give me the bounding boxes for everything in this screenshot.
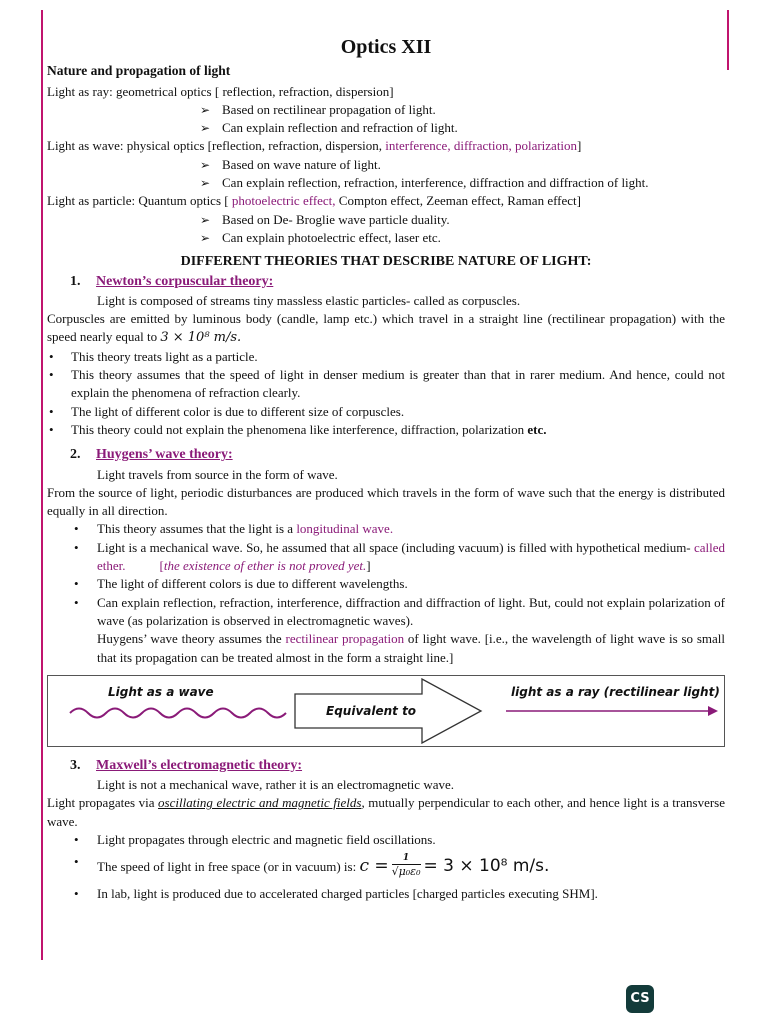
list-item: • In lab, light is produced due to accelerated charged particles [charged particles executing SHM].	[47, 885, 725, 903]
particle-sub-2: ➢ Can explain photoelectric effect, laser etc.	[47, 229, 725, 247]
ray-sub-2: ➢ Can explain reflection and refraction of light.	[47, 119, 725, 137]
diagram-left-label: Light as a wave	[108, 684, 214, 699]
huygens-closing: Huygens’ wave theory assumes the rectilinear propagation of light wave. [i.e., the wavelength of light wave is so small that its propagation can be treated almost in the form a straight line.]	[97, 631, 725, 665]
wave-line: Light as wave: physical optics [reflection, refraction, dispersion, interference, diffraction, polarization]	[47, 138, 582, 154]
ray-sub-1: ➢ Based on rectilinear propagation of light.	[47, 101, 725, 119]
list-item: • The light of different colors is due to different wavelengths.	[47, 575, 725, 593]
camscanner-logo: CS	[626, 985, 654, 1013]
newton-intro: Light is composed of streams tiny massless elastic particles- called as corpuscles.	[97, 292, 521, 308]
list-item: • This theory treats light as a particle.	[47, 348, 725, 366]
wave-highlight: interference, diffraction, polarization	[385, 138, 578, 154]
list-item: • This theory could not explain the phenomena like interference, diffraction, polarization etc.	[47, 421, 725, 439]
ray-line: Light as ray: geometrical optics [ reflection, refraction, dispersion]	[47, 83, 394, 99]
list-item: • The speed of light in free space (or in vacuum) is: c = $\frac{1}{\text{√μ₀ε₀}}$ = 3 × 10⁸ m/s.	[47, 853, 725, 879]
section-heading: Nature and propagation of light	[47, 63, 231, 79]
newton-bullets	[47, 348, 725, 439]
list-item: • Light is a mechanical wave. So, he assumed that all space (including vacuum) is filled with hypothetical medium- called ether. [the existence of ether is not proved yet.]	[47, 539, 725, 576]
document-page	[47, 38, 725, 904]
list-item: • This theory assumes that the speed of light in denser medium is greater than that in rarer medium. And hence, could not explain the phenomena of refraction clearly.	[47, 366, 725, 403]
right-margin-line	[727, 10, 729, 70]
maxwell-intro: Light is not a mechanical wave, rather it is an electromagnetic wave.	[97, 777, 454, 793]
newton-heading: 1. Newton’s corpuscular theory:	[70, 273, 274, 289]
maxwell-heading: 3. Maxwell’s electromagnetic theory:	[70, 757, 303, 773]
theories-heading: DIFFERENT THEORIES THAT DESCRIBE NATURE OF LIGHT:	[180, 254, 592, 270]
maxwell-para: Light propagates via oscillating electric and magnetic fields, mutually perpendicular to each other, and hence light is a transverse wave.	[47, 795, 725, 829]
particle-line: Light as particle: Quantum optics [ photoelectric effect, Compton effect, Zeeman effect, Raman effect]	[47, 193, 581, 209]
huygens-heading: 2. Huygens’ wave theory:	[70, 447, 233, 463]
list-item: • The light of different color is due to different size of corpuscles.	[47, 403, 725, 421]
newton-speed: 3 × 10⁸ m/s.	[160, 330, 242, 346]
list-item: • Can explain reflection, refraction, interference, diffraction and diffraction of light. But, could not explain polarization of wave (as polarization is observed in electromagnetic waves).	[47, 594, 725, 631]
diagram-middle-label: Equivalent to	[326, 703, 417, 718]
wave-sub-2: ➢ Can explain reflection, refraction, interference, diffraction and diffraction of light.	[47, 174, 725, 192]
newton-para: Corpuscles are emitted by luminous body (candle, lamp etc.) which travel in a straight line (rectilinear propagation) with the speed nearly equal to 3 × 10⁸ m/s.	[47, 311, 725, 346]
list-item: • This theory assumes that the light is a longitudinal wave.	[47, 520, 725, 538]
left-margin-line	[41, 10, 43, 960]
list-item: • Light propagates through electric and magnetic field oscillations.	[47, 831, 725, 849]
wave-sub-1: ➢ Based on wave nature of light.	[47, 156, 725, 174]
wave-line-icon	[68, 702, 290, 724]
huygens-para: From the source of light, periodic disturbances are produced which travels in the form of wave such that the energy is distributed equally in all direction.	[47, 484, 725, 519]
particle-highlight: photoelectric effect,	[231, 193, 336, 209]
ray-arrow-icon	[504, 704, 724, 718]
diagram-right-label: light as a ray (rectilinear light)	[511, 684, 720, 699]
wave-ray-diagram	[47, 675, 725, 747]
page-title: Optics XII	[340, 36, 432, 58]
speed-equation: c = $\frac{1}{\text{√μ₀ε₀}}$ = 3 × 10⁸ m/s.	[359, 853, 550, 879]
huygens-bullets	[47, 520, 725, 630]
particle-sub-1: ➢ Based on De- Broglie wave particle duality.	[47, 211, 725, 229]
maxwell-bullets	[47, 831, 725, 904]
huygens-intro: Light travels from source in the form of wave.	[97, 466, 338, 482]
equation-fraction: $\frac{1}{\text{√μ₀ε₀}}$	[391, 853, 421, 879]
